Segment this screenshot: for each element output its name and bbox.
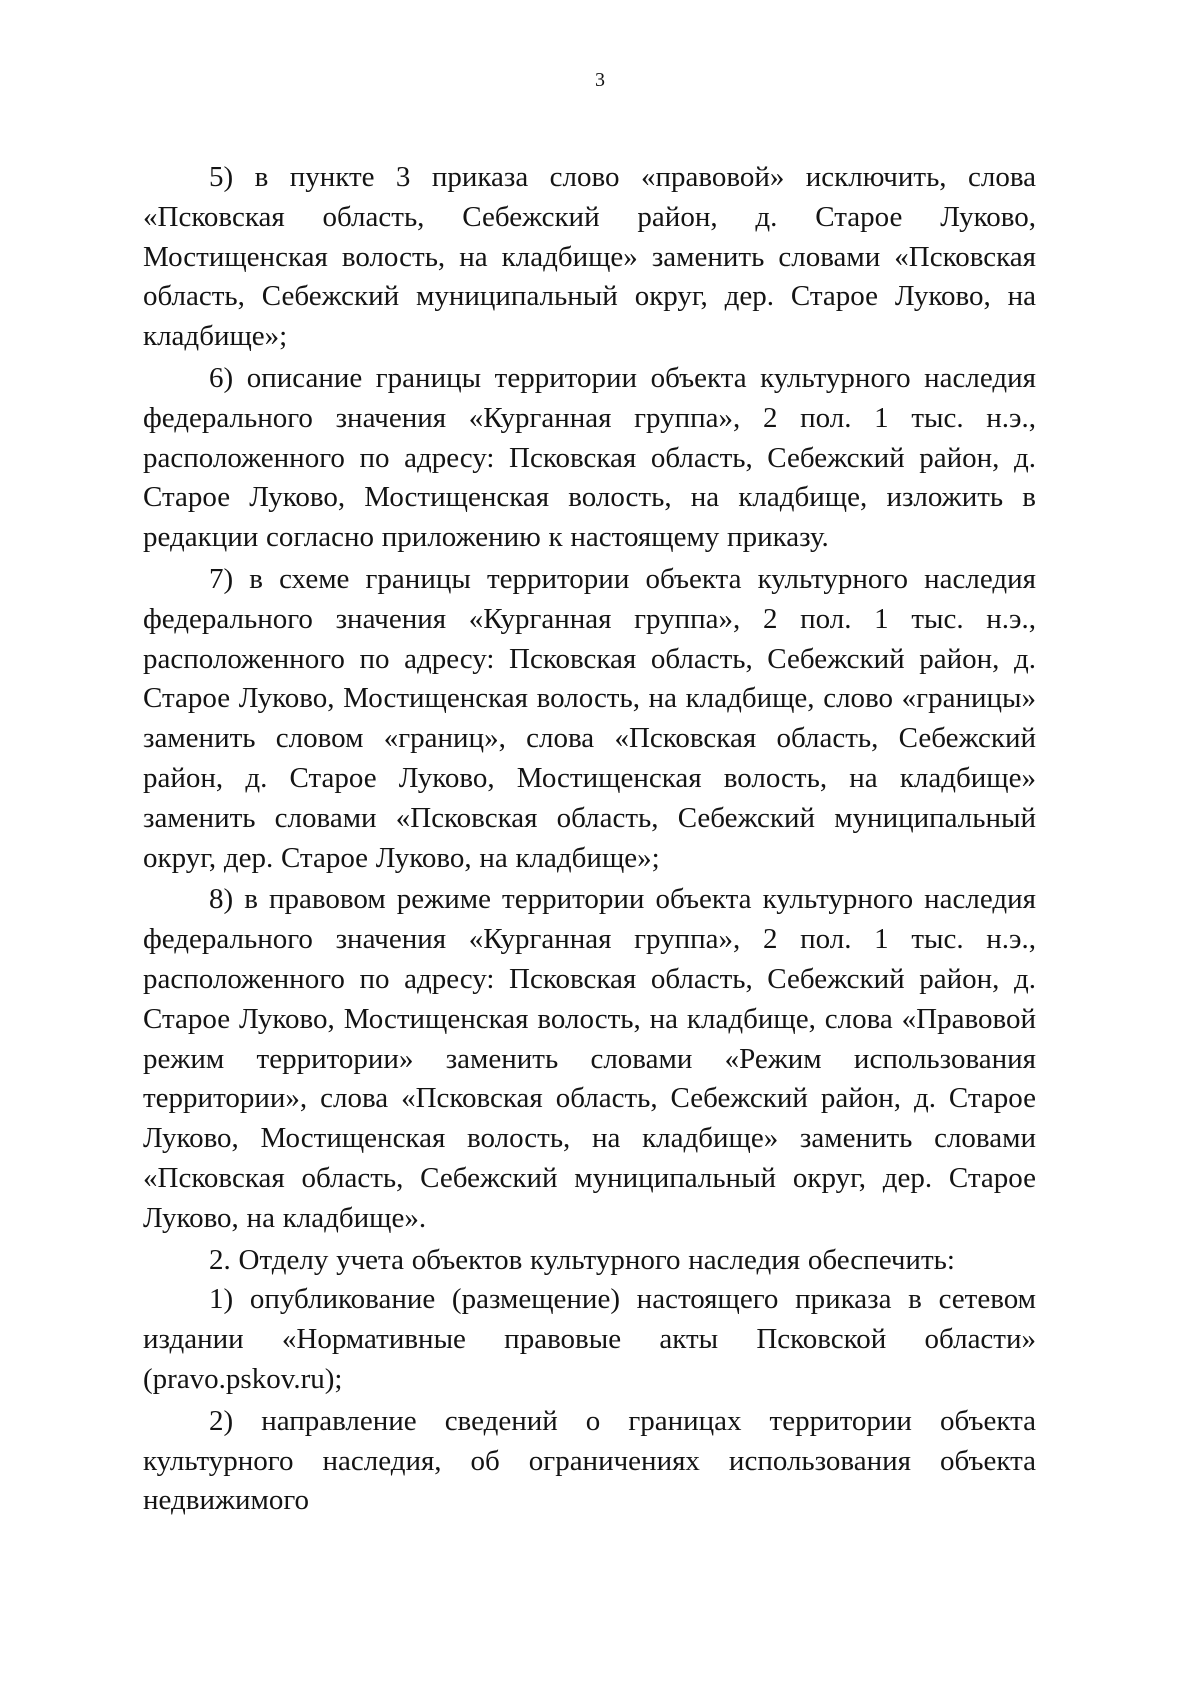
paragraph-item-6: 6) описание границы территории объекта культурного наследия федерального значения «Курганная группа», 2 пол. 1 тыс. н.э., расположенного по адресу: Псковская область, Себежский район, д. Старое Луково, Мостищенская волость, на кладбище, изложить в редакции согласно приложению к настоящему приказу. — [143, 361, 1036, 554]
paragraph-section-2: 2. Отделу учета объектов культурного наследия обеспечить: — [209, 1243, 955, 1276]
paragraph-subitem-1: 1) опубликование (размещение) настоящего приказа в сетевом издании «Нормативные правовые акты Псковской области» (pravo.pskov.ru); — [143, 1283, 1036, 1395]
paragraph-subitem-2: 2) направление сведений о границах территории объекта культурного наследия, об ограничениях использования объекта недвижимого — [143, 1404, 1036, 1517]
document-body — [143, 158, 1036, 1521]
paragraph-item-5: 5) в пункте 3 приказа слово «правовой» исключить, слова «Псковская область, Себежский район, д. Старое Луково, Мостищенская волость, на кладбище» заменить словами «Псковская область, Себежский муниципальный округ, дер. Старое Луково, на кладбище»; — [143, 161, 1036, 353]
paragraph-item-8: 8) в правовом режиме территории объекта культурного наследия федерального значения «Курганная группа», 2 пол. 1 тыс. н.э., расположенного по адресу: Псковская область, Себежский район, д. Старое Луково, Мостищенская волость, на кладбище, слова «Правовой режим территории» заменить словами «Режим использования территории», слова «Псковская область, Себежский район, д. Старое Луково, Мостищенская волость, на кладбище» заменить словами «Псковская область, Себежский муниципальный округ, дер. Старое Луково, на кладбище». — [143, 883, 1036, 1234]
paragraph-item-7: 7) в схеме границы территории объекта культурного наследия федерального значения «Курганная группа», 2 пол. 1 тыс. н.э., расположенного по адресу: Псковская область, Себежский район, д. Старое Луково, Мостищенская волость, на кладбище, слово «границы» заменить словом «границ», слова «Псковская область, Себежский район, д. Старое Луково, Мостищенская волость, на кладбище» заменить словами «Псковская область, Себежский муниципальный округ, дер. Старое Луково, на кладбище»; — [143, 562, 1036, 874]
page-number: 3 — [595, 69, 605, 91]
